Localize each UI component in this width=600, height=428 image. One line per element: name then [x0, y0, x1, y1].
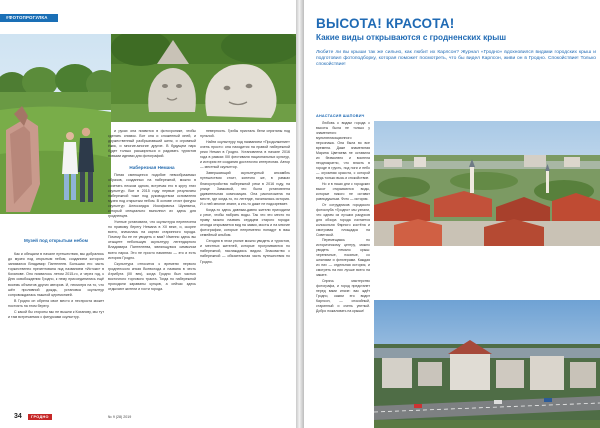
paragraph: В Гродно он обрела свое место и неспроста может постоять на этом берегу. — [8, 298, 104, 308]
section-subhead: Наберезная Немана — [129, 165, 175, 170]
paragraph: Когда-то здесь давным-давно жители приходили к реке, чтобы набрать воды. Так что это место по праву можно назвать сердцем старого города: отсюда открывается вид на замки, мосты и на многие фотографии, которые непременно попадут в ваш семейный альбом. — [200, 207, 290, 238]
rubric-label: #ФОТОПРОГУЛКА — [6, 15, 48, 20]
photo-stone-heads — [111, 34, 296, 122]
paragraph: Спрячь мастерство фотографа, и город предстанет перед вами иначе: вас ждёт Гродно, каким его видит Карлсон, — спокойный, старинный и очень уютный. Добро пожаловать на крыши! — [316, 279, 370, 314]
paragraph: Завершающий скульптурный ансамбль путешествия стоит, конечно же, в рамках благоустройства набережной реки в 2016 году, на улице Замковой, что была установлена удивительная композиция. Она расположена на месте, где когда-то, по легенде, начиналась история. И о ней многие знают, а кто-то даже не подозревает. — [200, 171, 290, 206]
author-name: АНАСТАСИЯ ШАПОВИЧ — [316, 114, 365, 118]
text-column-1 — [8, 252, 104, 402]
paragraph: Скульптура относится к времени первого гродненского князя Всеволода и названа в честь Атрибута (XII век), когда Гродно был частью восточного торгового тракта. Тогда по набережной проходили караваны купцов, а сейчас здесь отдыхают жители и гости города. — [108, 261, 196, 292]
photo-city-rooftops — [374, 121, 600, 246]
paragraph: Любовь к видам города с высоты была не только у знаменитого мультипликационного персонажа. Она была во все времена. Даже знаменитая Марина Цветаева не оставила их безмолвно и воспела неоднократно, что власть в городе в грусть, под ноги и небо — огромная красота, с которой ведь только высь и спокойствие. — [316, 121, 370, 180]
paragraph: Найти скульптуру под названием «Продолжение» очень просто: она находится на правой набережной реки Неман в Гродно. Установлена в начале 2016 года в рамках XIII фестиваля национальных культур, и история ее создания достаточно интересная. Автор — местный скульптор. — [200, 139, 290, 170]
page-footer-right — [304, 410, 600, 428]
issue-number: № 9 (28) 2019 — [108, 415, 132, 419]
photo-park-sculpture — [0, 34, 111, 214]
left-page — [0, 0, 296, 428]
paragraph: Перемещаясь по историческому центру, можно увидеть немало крыш: черепичные, покатые, со шпилями и флюгерами. Каждая из них — отдельная история, и смотреть на них лучше всего на закате. — [316, 238, 370, 278]
paragraph: С какой бы стороны мы не вышли к Коханову, мы тут и там встречаемся с фигурками скульптур. — [8, 309, 104, 319]
paragraph: и руках она появится в фотохронике, чтобы сделать снимок. Вот она и сложенный иней, и дружественный разбрызгавший шелк, и огромный ёжик, и многие-многие другие. В будущем парк будет только расширяться и радовать туристов новыми идеями для фотографий. — [108, 129, 196, 159]
page-gutter — [296, 0, 304, 428]
headline: ВЫСОТА! КРАСОТА! — [316, 16, 455, 31]
text-column-right — [316, 121, 370, 406]
brand-tag: ГРОДНО — [28, 414, 52, 420]
text-column-3 — [200, 129, 290, 403]
page-number: 34 — [14, 413, 22, 420]
paragraph: Но и в наши дни с городских высот открываются виды, которые никого не оставят равнодушным. Фото — история. — [316, 181, 370, 201]
paragraph: неверность. Грибы присталь бели спрятаны под пульпой. — [200, 129, 290, 139]
paragraph: Как и обещали в начале путешествия, мы добрались до музея под открытым небом, созданием которого занимался Владимир Пантелеев. Большая его часть торжественно презентована под названием «Истоки» в Коханове. Оно появилось летом 2015-го, и через год, к Дню освобождения Гродно, к нему присоединились ещё восемь объектов других авторов. И, несмотря на то, что шёл проливной дождь, установка скульптур сопровождалась пышной церемонией. — [8, 252, 104, 297]
page-footer — [0, 410, 296, 428]
paragraph: Ученые установили, что скульптура перенесена по правому берегу Немана в XII веке, и, скорее всего, значилась на картах старинного города. Почему бы ее не увидеть и вам? Именно здесь вы отыщете небольшую скульптуру легендарного Владимира Пантелеева, являющуюся символом всего парка. Это не просто памятник — это и есть история Гродно. — [108, 220, 196, 260]
photo-panorama — [374, 300, 600, 428]
paragraph: От сотрудников городского фотоклуба «Гродно» мы узнали, что одним из лучших ракурсов для обзора города считается колокольня Фарного костёла и смотровая площадка на Советской. — [316, 202, 370, 237]
right-page — [304, 0, 600, 428]
lead-paragraph: Любите ли вы крыши так же сильно, как любит их Карлсон? Журнал «Гродно» вдохновился видами городских крыш и подготовил фотоподборку, которая поможет посмотреть, что бы видел Карлсон, живи он в Гродно. Спокойствие! Только спокойствие! — [316, 50, 596, 68]
paragraph: Пятая смеющееся подобие невообразимых образов, созданных на набережной, можно в сочетать песком одною, встречая его в кругу этих скульптур. Все в 2015 году первые результаты набережной тоже под руководством основателя музея под открытым небом. В основе стоят фигуры скульптур Александра Иосифовича Шукевича, который специально выполнил их здесь для гродненцев. — [108, 173, 196, 219]
subtitle: Какие виды открываются с гродненских крыш — [316, 33, 507, 42]
photo-caption: Музей под открытым небом — [24, 238, 88, 243]
paragraph: Сегодня в этом уголке можно увидеть и туристов, и местных жителей, которые прогуливаются по набережной, наслаждаясь видом. Знакомство с набережной — обязательная часть путешествия по Гродно. — [200, 239, 290, 264]
